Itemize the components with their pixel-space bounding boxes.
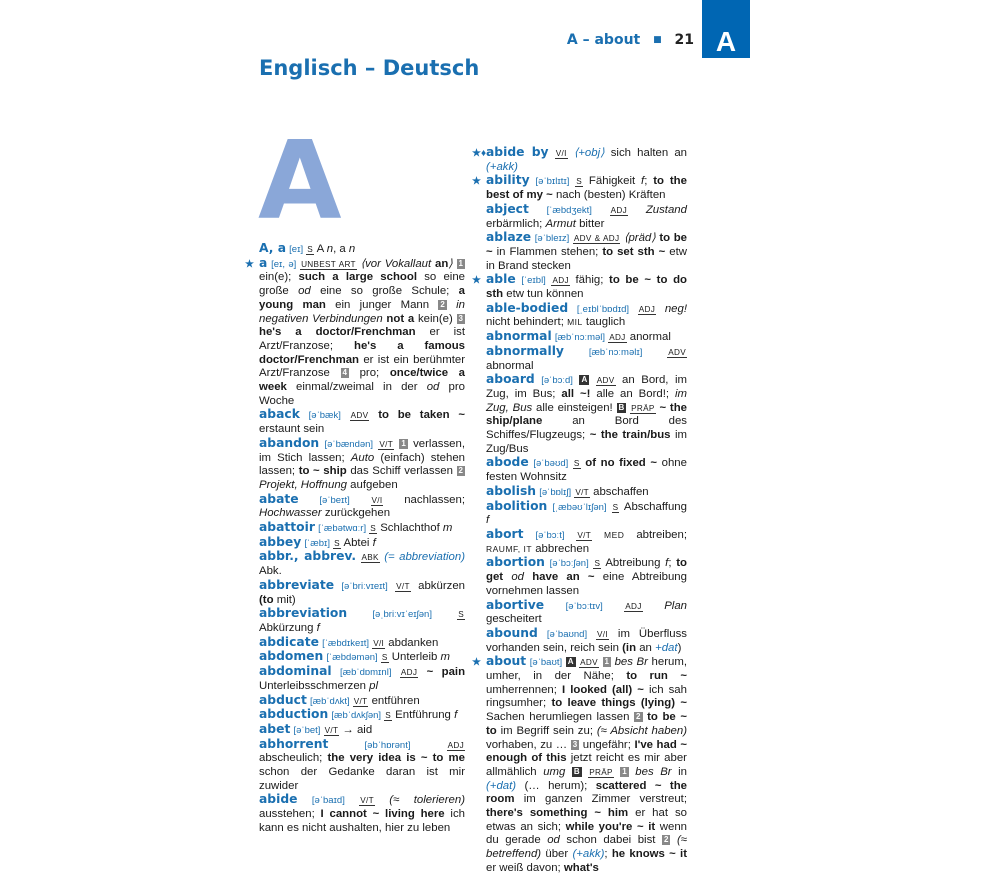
dictionary-entry: abbreviate [əˈbriːvɪeɪt] V/T abkürzen (to mit) <box>259 577 465 606</box>
dictionary-entry: abnormal [æbˈnɔːməl] ADJ anormal <box>486 329 671 344</box>
dictionary-entry: abdominal [æbˈdɒmɪnl] ADJ ~ pain Unterleibsschmerzen pl <box>259 664 466 692</box>
dictionary-entry: abound [əˈbaʊnd] V/I im Überfluss vorhanden sein, reich sein (in an +dat) <box>486 625 687 654</box>
dictionary-entry: aback [əˈbæk] ADV to be taken ~ erstaunt sein <box>259 407 465 436</box>
dictionary-entry: able-bodied [ˌeɪblˈbɒdɪd] ADJ neg! nicht behindert; MIL tauglich <box>486 300 688 329</box>
dictionary-entry: abdicate [ˈæbdɪkeɪt] V/I abdanken <box>259 634 439 649</box>
page-title: Englisch – Deutsch <box>259 56 480 80</box>
dictionary-entry: ★ a [eɪ, ə] UNBEST ART ⟨vor Vokallaut an⟩ 1 ein(e); such a large school so eine große od eine so große Schule; a young man ein junger Mann 2 in negativen Verbindungen not a kein(e) 3 he's a doctor/Frenchman er ist Arzt/Franzose; he's a famous doctor/Frenchman er ist ein berühmter Arzt/Franzose 4 pro; once/twice a week einmal/zweimal in der od pro Woche <box>245 255 465 407</box>
column-right <box>472 146 687 876</box>
dictionary-entry: abattoir [ˈæbətwɑːr] S Schlachthof m <box>259 520 453 535</box>
running-head-text: A – about <box>566 32 641 48</box>
dictionary-entry: abduction [æbˈdʌkʃən] S Entführung f <box>259 707 458 722</box>
dictionary-entry: abdomen [ˈæbdəmən] S Unterleib m <box>259 649 451 664</box>
dictionary-entry: ablaze [əˈbleɪz] ADV & ADJ ⟨präd⟩ to be ~ in Flammen stehen; to set sth ~ etw in Brand stecken <box>486 230 688 272</box>
dictionary-entry: abbey [ˈæbɪ] S Abtei f <box>259 534 376 549</box>
dictionary-entry: ★ able [ˈeɪbl] ADJ fähig; to be ~ to do sth etw tun können <box>472 272 687 301</box>
dictionary-entry: abduct [æbˈdʌkt] V/T entführen <box>259 692 420 707</box>
running-head <box>567 32 694 48</box>
dictionary-entry: ★ about [əˈbaʊt] A ADV 1 bes Br herum, umher, in der Nähe; to run ~ umherrennen; I looked (all) ~ ich sah ringsumher; to leave things (lying) ~ Sachen herumliegen lassen 2 to be ~ to im Begriff sein zu; (≈ Absicht haben) vorhaben, zu … 3 ungefähr; I've had ~ enough of this jetzt reicht es mir aber allmählich umg B PRÄP 1 bes Br in (+dat) (… herum); scattered ~ the room im ganzen Zimmer verstreut; there's something ~ him er hat so etwas an sich; while you're ~ it wenn du gerade od schon dabei bist 2 (≈ betreffend) über (+akk); he knows ~ it er weiß davon; what's <box>472 654 688 874</box>
dictionary-entry: abolition [ˌæbəʊˈlɪʃən] S Abschaffung f <box>486 498 687 527</box>
dictionary-entry: abject [ˈæbdʒekt] ADJ Zustand erbärmlich; Armut bitter <box>486 201 687 230</box>
dictionary-entry: abortion [əˈbɔːʃən] S Abtreibung f; to get od have an ~ eine Abtreibung vornehmen lassen <box>486 555 687 597</box>
dictionary-entry: abolish [əˈbɒlɪʃ] V/T abschaffen <box>486 483 649 498</box>
dictionary-entry: abide [əˈbaɪd] V/T (≈ tolerieren) ausstehen; I cannot ~ living here ich kann es nicht aushalten, hier zu leben <box>259 792 466 834</box>
separator-square-icon: ■ <box>653 35 662 45</box>
dictionary-entry: ★♦abide by V/I ⟨+obj⟩ sich halten an (+akk) <box>472 145 688 173</box>
letter-tab: A <box>702 0 750 58</box>
dictionary-entry: abort [əˈbɔːt] V/T MED abtreiben; RAUMF, IT abbrechen <box>486 526 687 555</box>
dictionary-entry: abode [əˈbəʊd] S of no fixed ~ ohne festen Wohnsitz <box>486 455 687 484</box>
dictionary-entry: abnormally [æbˈnɔːməlɪ] ADV abnormal <box>486 343 687 372</box>
page-number: 21 <box>674 32 694 48</box>
column-left <box>245 241 466 836</box>
dictionary-entry: aboard [əˈbɔːd] A ADV an Bord, im Zug, im Bus; all ~! alle an Bord!; im Zug, Bus alle einsteigen! B PRÄP ~ the ship/plane an Bord des Schiffes/Flugzeugs; ~ the train/bus im Zug/Bus <box>486 372 688 455</box>
dictionary-entry: abbreviation [əˌbriːvɪˈeɪʃən] S Abkürzung f <box>259 606 464 634</box>
dictionary-entry: abandon [əˈbændən] V/T 1 verlassen, im Stich lassen; Auto (einfach) stehen lassen; to ~ ship das Schiff verlassen 2 Projekt, Hoffnung aufgeben <box>259 435 466 491</box>
section-letter: A <box>258 119 342 244</box>
dictionary-entry: abhorrent [əbˈhɒrənt] ADJ abscheulich; the very idea is ~ to me schon der Gedanke daran ist mir zuwider <box>259 736 465 792</box>
dictionary-entry: abate [əˈbeɪt] V/I nachlassen; Hochwasser zurückgehen <box>259 491 465 520</box>
dictionary-entry: ★ ability [əˈbɪlɪtɪ] S Fähigkeit f; to the best of my ~ nach (besten) Kräften <box>472 173 687 202</box>
dictionary-entry: abbr., abbrev. ABK (= abbreviation) Abk. <box>259 549 465 578</box>
dictionary-entry: abortive [əˈbɔːtɪv] ADJ Plan gescheitert <box>486 597 688 626</box>
dictionary-entry: abet [əˈbet] V/T → aid <box>259 721 373 736</box>
dictionary-entry: A, a [eɪ] S A n, a n <box>259 241 356 255</box>
